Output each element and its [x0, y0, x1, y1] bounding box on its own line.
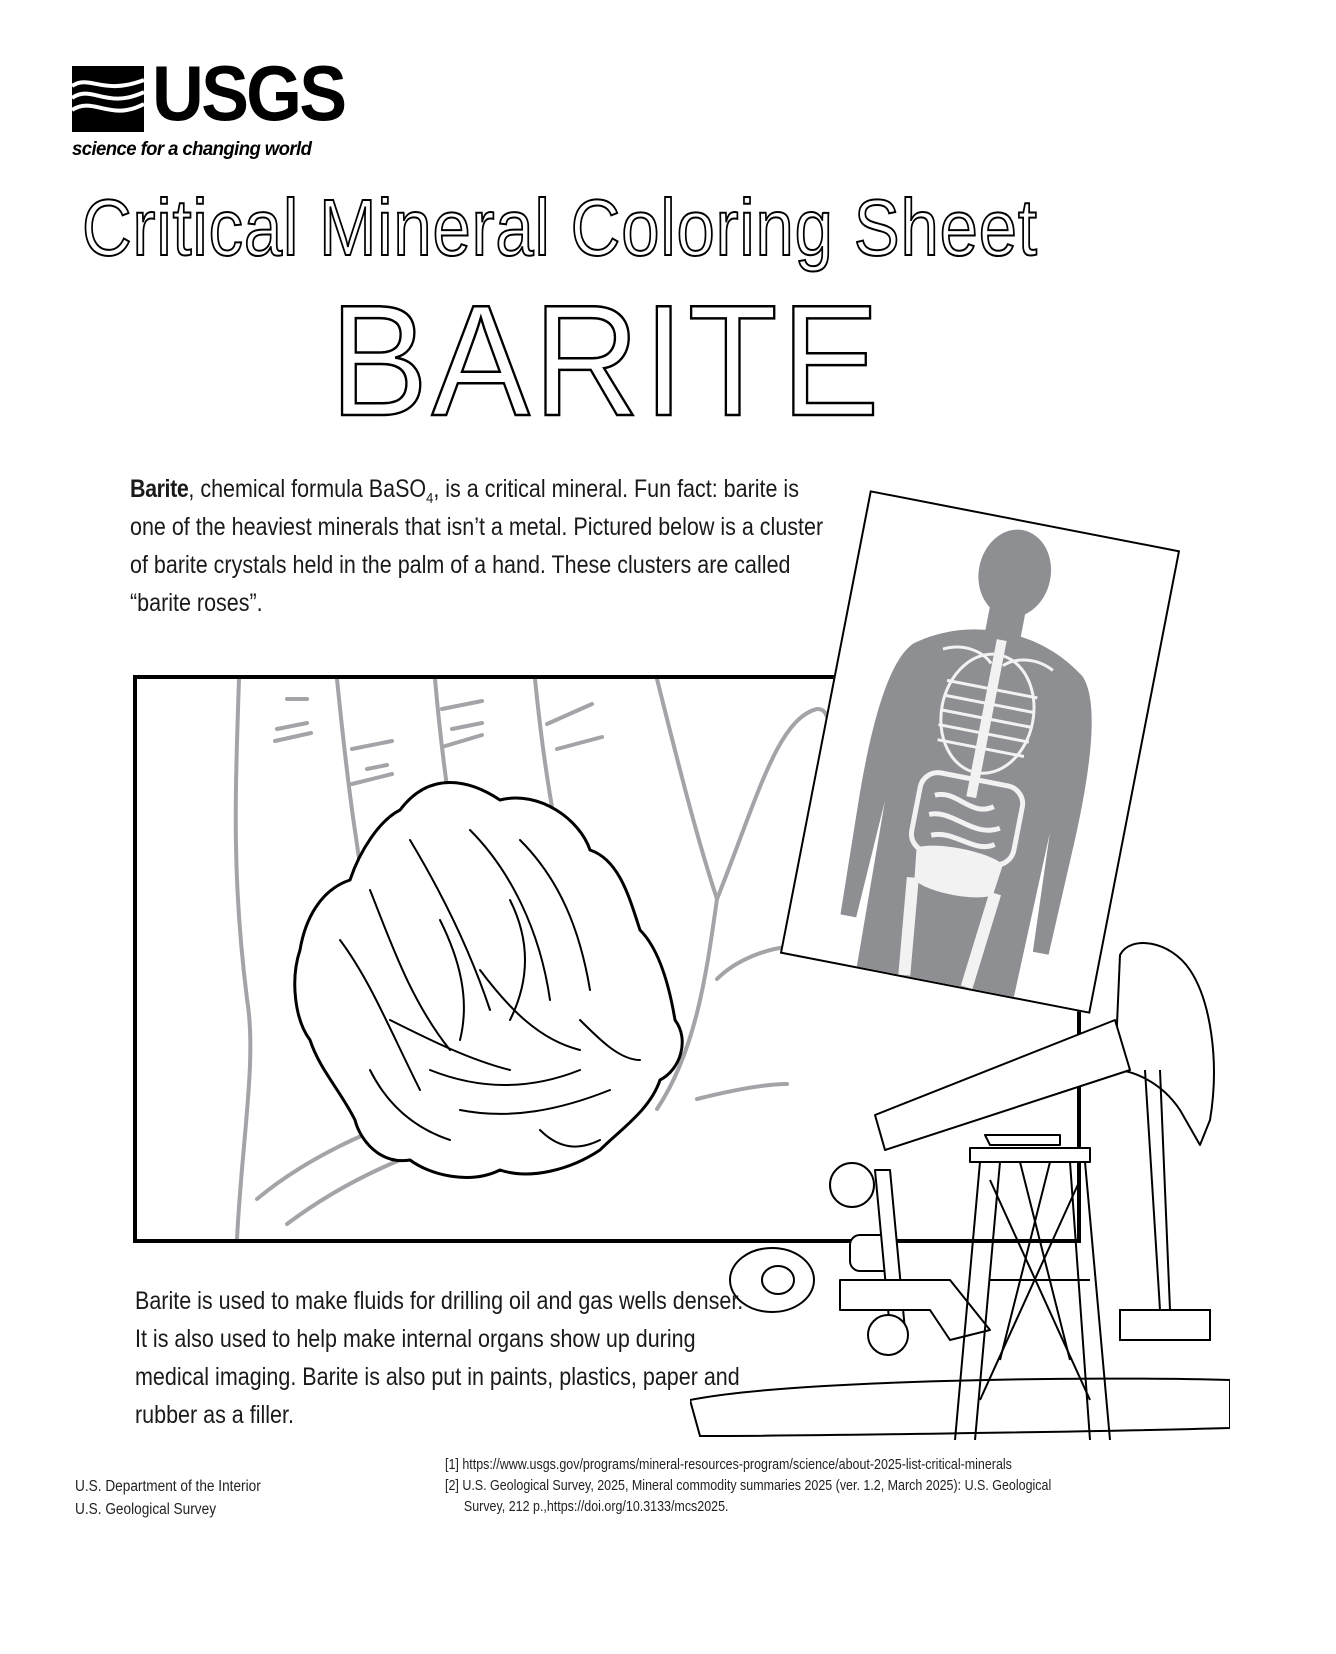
reference-1[interactable]: [1] https://www.usgs.gov/programs/mineral-resources-program/science/about-2025-list-critical-minerals [445, 1457, 1012, 1473]
references [445, 1455, 1051, 1518]
reference-2: [2] U.S. Geological Survey, 2025, Mineral commodity summaries 2025 (ver. 1.2, March 2025): U.S. Geological [445, 1478, 1052, 1494]
intro-text-b: , is a critical mineral. Fun fact: barite is one of the heaviest minerals that isn’t a metal. Pictured below is a cluster of barite crystals held in the palm of a hand. These clusters are called “barite roses”. [130, 475, 824, 617]
usgs-logo [72, 49, 345, 164]
intro-bold-term: Barite [130, 475, 189, 503]
agency-line-2: U.S. Geological Survey [75, 1501, 217, 1518]
reference-2-cont[interactable]: Survey, 212 p.,https://doi.org/10.3133/mcs2025. [463, 1499, 729, 1515]
pumpjack-icon [690, 880, 1230, 1440]
page-title: Critical Mineral Coloring Sheet [82, 183, 1038, 272]
usgs-wave-icon [72, 66, 144, 132]
intro-text-a: , chemical formula BaSO [188, 475, 427, 503]
formula-subscript: 4 [426, 490, 434, 507]
agency-line-1: U.S. Department of the Interior [75, 1478, 261, 1495]
usgs-tagline: science for a changing world [72, 138, 312, 160]
intro-paragraph [130, 470, 835, 622]
barite-rose-icon [280, 770, 690, 1190]
mineral-name-title: BARITE [330, 273, 884, 449]
agency-block [75, 1475, 261, 1521]
usgs-wordmark: USGS [152, 49, 345, 137]
usage-paragraph: Barite is used to make fluids for drilling oil and gas wells denser. It is also used to help make internal organs show up during medical imaging. Barite is also put in paints, plastics, paper and rubber as a filler. [135, 1287, 744, 1429]
